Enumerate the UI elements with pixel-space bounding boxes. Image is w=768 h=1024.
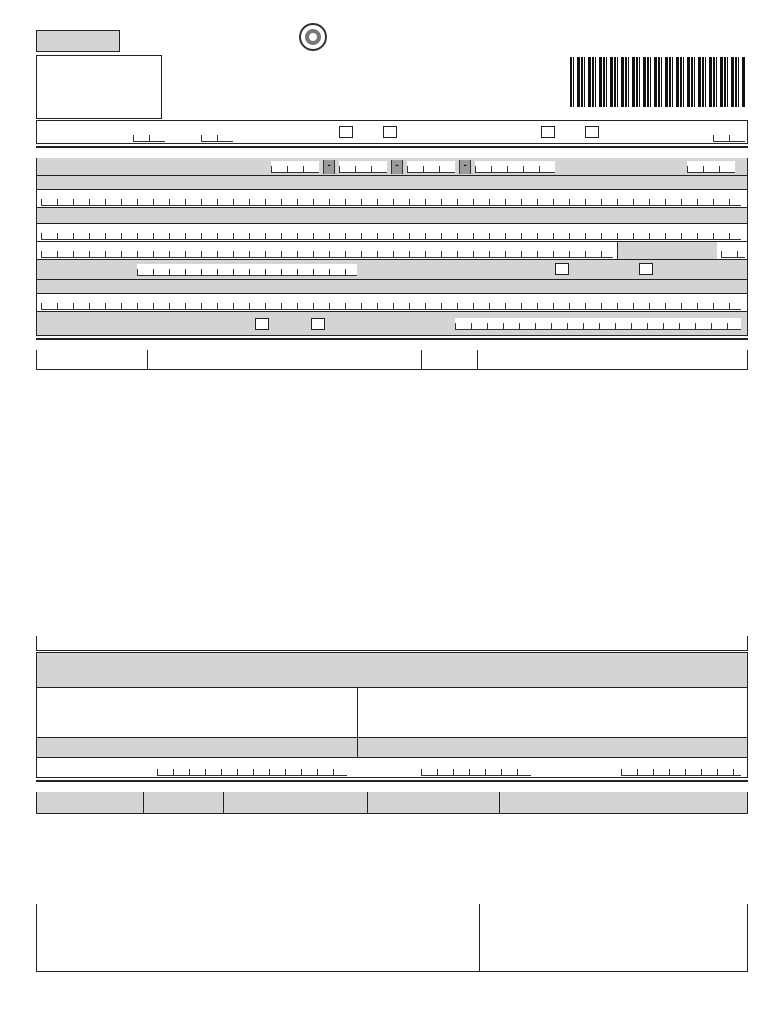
part3-headers — [36, 792, 748, 814]
signature-area — [36, 688, 748, 738]
amended-no-box[interactable] — [383, 126, 397, 138]
agent-name-input[interactable] — [41, 194, 741, 206]
expiry-input[interactable] — [621, 764, 741, 776]
withheld-yes-box[interactable] — [541, 126, 555, 138]
validation-area — [36, 904, 748, 972]
items-1-4-row — [36, 120, 748, 144]
date-issue-input[interactable] — [421, 764, 531, 776]
form-number-box — [36, 55, 162, 119]
declaration — [36, 652, 748, 688]
agent-label-row — [36, 176, 748, 190]
part3-title — [36, 780, 748, 782]
barcode — [570, 57, 746, 107]
bir-use-box — [36, 30, 120, 52]
accreditation-row — [36, 758, 748, 778]
relief-yes-box[interactable] — [255, 318, 269, 330]
addr-input-row1 — [36, 224, 748, 242]
agent-input-row — [36, 190, 748, 208]
withheld-no-box[interactable] — [585, 126, 599, 138]
tin-row: - - - — [36, 158, 748, 176]
tin-part1[interactable] — [271, 161, 319, 173]
accreditation-input[interactable] — [157, 764, 347, 776]
private-box[interactable] — [555, 263, 569, 275]
rdo-input[interactable] — [687, 161, 735, 173]
bir-seal-icon — [296, 22, 330, 52]
addr-input2[interactable] — [41, 246, 613, 258]
government-box[interactable] — [639, 263, 653, 275]
overremittance-row — [36, 636, 748, 651]
sheets-input[interactable] — [713, 130, 745, 142]
email-input-row — [36, 294, 748, 312]
part1-title — [36, 146, 748, 148]
contact-input[interactable] — [137, 264, 357, 276]
email-label-row — [36, 280, 748, 294]
tin-part3[interactable] — [407, 161, 455, 173]
tin-part4[interactable] — [475, 161, 555, 173]
specify-input[interactable] — [455, 318, 741, 330]
part2-headers — [36, 350, 748, 370]
contact-row — [36, 260, 748, 280]
tin-part2[interactable] — [339, 161, 387, 173]
zip-input[interactable] — [721, 246, 745, 258]
part2-title — [36, 338, 748, 340]
addr-input1[interactable] — [41, 228, 741, 240]
month-input[interactable] — [133, 130, 165, 142]
relief-row — [36, 312, 748, 336]
addr-input-row2 — [36, 242, 748, 260]
amended-yes-box[interactable] — [339, 126, 353, 138]
signature-labels — [36, 738, 748, 758]
relief-no-box[interactable] — [311, 318, 325, 330]
addr-label-row — [36, 208, 748, 224]
email-input[interactable] — [41, 298, 741, 310]
year-input[interactable] — [201, 130, 233, 142]
